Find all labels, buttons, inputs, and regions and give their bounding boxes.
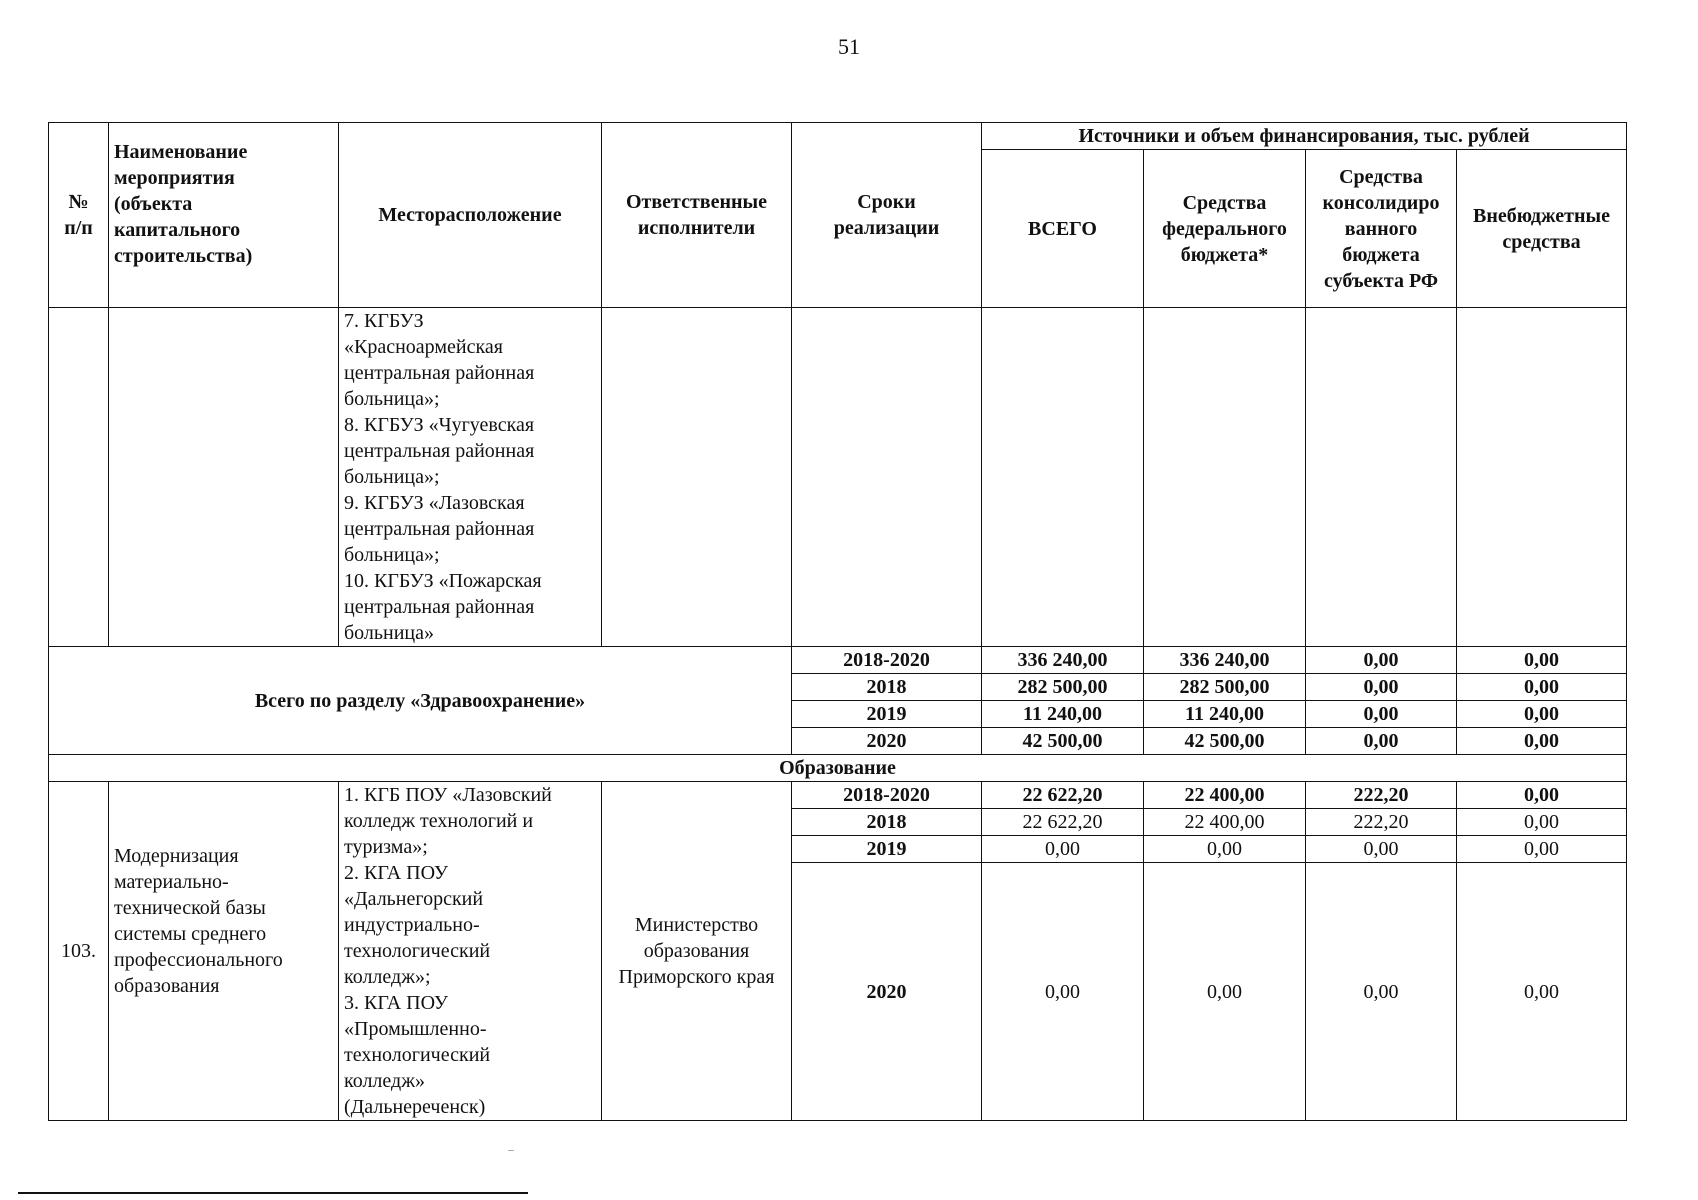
consolidated-cell: 222,20 [1306,809,1457,836]
offbudget-cell: 0,00 [1457,782,1627,809]
continued-federal [1144,308,1306,647]
continued-responsible [602,308,792,647]
federal-cell: 42 500,00 [1144,728,1306,755]
continued-timing [792,308,982,647]
total-cell: 282 500,00 [982,674,1144,701]
period-cell: 2018 [792,809,982,836]
item-location-list: 1. КГБ ПОУ «Лазовский колледж технологий и туризма»; 2. КГА ПОУ «Дальнегорский индустриально- технологический колледж»; 3. КГА ПОУ «Промышленно- технологический колледж» (Дальнереченск) [339,782,602,1121]
page-number: 51 [838,34,860,59]
health-total-row [49,647,1627,674]
period-cell: 2018-2020 [792,647,982,674]
section-title: Образование [49,755,1627,782]
item-number: 103. [49,782,109,1121]
item-103-row [49,782,1627,809]
consolidated-cell: 0,00 [1306,647,1457,674]
consolidated-cell: 0,00 [1306,728,1457,755]
period-cell: 2018-2020 [792,782,982,809]
total-cell: 22 622,20 [982,809,1144,836]
header-responsible: Ответственные исполнители [602,123,792,308]
item-name: Модернизация материально- технической базы системы среднего профессионального образования [109,782,339,1121]
continued-row [49,308,1627,647]
offbudget-cell: 0,00 [1457,809,1627,836]
federal-cell: 282 500,00 [1144,674,1306,701]
continued-location-list: 7. КГБУЗ «Красноармейская центральная районная больница»; 8. КГБУЗ «Чугуевская центральная районная больница»; 9. КГБУЗ «Лазовская центральная районная больница»; 10. КГБУЗ «Пожарская центральная районная больница» [339,308,602,647]
continued-consolidated [1306,308,1457,647]
health-total-label: Всего по разделу «Здравоохранение» [49,647,792,755]
consolidated-cell: 0,00 [1306,701,1457,728]
total-cell: 42 500,00 [982,728,1144,755]
scan-mark [508,1150,514,1151]
header-location: Месторасположение [339,123,602,308]
offbudget-cell: 0,00 [1457,728,1627,755]
offbudget-cell: 0,00 [1457,701,1627,728]
financing-table [48,122,1627,1121]
period-cell: 2019 [792,836,982,863]
header-timing: Сроки реализации [792,123,982,308]
offbudget-cell: 0,00 [1457,836,1627,863]
federal-cell: 22 400,00 [1144,782,1306,809]
period-cell: 2018 [792,674,982,701]
item-responsible: Министерство образования Приморского края [602,782,792,1121]
continued-total [982,308,1144,647]
federal-cell: 0,00 [1144,836,1306,863]
consolidated-cell: 0,00 [1306,863,1457,1121]
header-name: Наименование мероприятия (объекта капитального строительства) [109,123,339,308]
header-offbudget: Внебюджетные средства [1457,150,1627,308]
continued-num [49,308,109,647]
header-funding-group: Источники и объем финансирования, тыс. рублей [982,123,1627,150]
total-cell: 22 622,20 [982,782,1144,809]
federal-cell: 22 400,00 [1144,809,1306,836]
header-federal: Средства федерального бюджета* [1144,150,1306,308]
federal-cell: 0,00 [1144,863,1306,1121]
offbudget-cell: 0,00 [1457,863,1627,1121]
section-row-education [49,755,1627,782]
total-cell: 0,00 [982,863,1144,1121]
total-cell: 336 240,00 [982,647,1144,674]
period-cell: 2020 [792,863,982,1121]
total-cell: 0,00 [982,836,1144,863]
federal-cell: 11 240,00 [1144,701,1306,728]
consolidated-cell: 0,00 [1306,674,1457,701]
header-total: ВСЕГО [982,150,1144,308]
header-consolidated: Средства консолидиро ванного бюджета субъекта РФ [1306,150,1457,308]
continued-offbudget [1457,308,1627,647]
consolidated-cell: 222,20 [1306,782,1457,809]
period-cell: 2020 [792,728,982,755]
header-row-1 [49,123,1627,150]
footnote-separator [18,1192,528,1194]
period-cell: 2019 [792,701,982,728]
continued-name [109,308,339,647]
header-num: № п/п [49,123,109,308]
consolidated-cell: 0,00 [1306,836,1457,863]
total-cell: 11 240,00 [982,701,1144,728]
federal-cell: 336 240,00 [1144,647,1306,674]
offbudget-cell: 0,00 [1457,647,1627,674]
offbudget-cell: 0,00 [1457,674,1627,701]
